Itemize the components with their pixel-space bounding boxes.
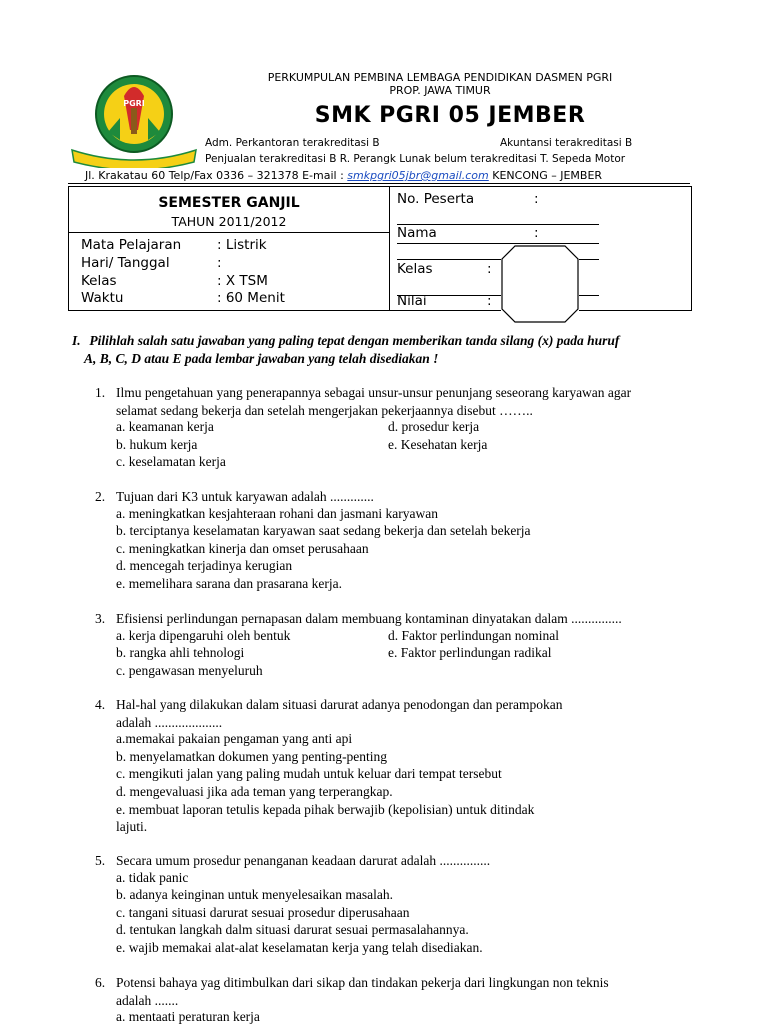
- answer-option: a. kerja dipengaruhi oleh bentuk: [116, 627, 291, 643]
- question-number: 5.: [95, 853, 106, 868]
- answer-option: d. prosedur kerja: [388, 419, 480, 435]
- field-value: :: [217, 255, 222, 271]
- class-colon: :: [487, 261, 492, 277]
- field-label: Waktu: [81, 290, 124, 306]
- question-number: 6.: [95, 975, 106, 990]
- email-link[interactable]: smkpgri05jbr@gmail.com: [347, 169, 489, 182]
- question-text: adalah ....................: [116, 714, 223, 730]
- answer-option: e. Faktor perlindungan radikal: [388, 645, 552, 661]
- answer-option: b. menyelamatkan dokumen yang penting-penting: [116, 748, 388, 764]
- accreditation-3: Penjualan terakreditasi B R. Perangk Lunak belum terakreditasi T. Sepeda Motor: [205, 153, 626, 165]
- answer-option: d. mencegah terjadinya kerugian: [116, 558, 293, 574]
- answer-option: d. Faktor perlindungan nominal: [388, 627, 559, 643]
- school-address: [85, 169, 602, 182]
- address-prefix: Jl. Krakatau 60 Telp/Fax 0336 – 321378 E-mail :: [85, 169, 348, 182]
- question-text: Efisiensi perlindungan pernapasan dalam membuang kontaminan dinyatakan dalam ...............: [116, 611, 622, 626]
- semester-year: TAHUN 2011/2012: [171, 214, 287, 229]
- answer-option: a. keamanan kerja: [116, 419, 214, 435]
- semester-title: SEMESTER GANJIL: [158, 195, 300, 211]
- answer-option: d. mengevaluasi jika ada teman yang terperangkap.: [116, 784, 393, 799]
- field-value: : X TSM: [217, 273, 268, 289]
- participant-number-colon: :: [534, 191, 539, 207]
- answer-option: e. Kesehatan kerja: [388, 436, 488, 452]
- participant-number-label: No. Peserta: [397, 191, 475, 207]
- school-logo: [68, 70, 200, 168]
- school-name: SMK PGRI 05 JEMBER: [314, 103, 586, 128]
- field-label: Mata Pelajaran: [81, 237, 182, 253]
- name-label: Nama: [397, 225, 437, 241]
- organization-name: PERKUMPULAN PEMBINA LEMBAGA PENDIDIKAN DASMEN PGRI: [267, 71, 613, 84]
- field-subject: [81, 237, 267, 253]
- field-value: : 60 Menit: [217, 290, 285, 306]
- score-label: Nilai: [397, 293, 427, 309]
- question-number: 3.: [95, 611, 106, 626]
- svg-text:PGRI: PGRI: [123, 99, 145, 108]
- question-number: 2.: [95, 489, 106, 504]
- question-number: 1.: [95, 385, 106, 400]
- field-time: [81, 290, 285, 306]
- field-label: Hari/ Tanggal: [81, 255, 170, 271]
- answer-option: c. tangani situasi darurat sesuai prosedur diperusahaan: [116, 904, 410, 920]
- field-date: [81, 255, 222, 271]
- field-label: Kelas: [81, 273, 117, 289]
- accreditation-2: Akuntansi terakreditasi B: [500, 137, 633, 149]
- score-box: [501, 245, 579, 323]
- name-colon: :: [534, 225, 539, 241]
- field-value: : Listrik: [217, 237, 267, 253]
- answer-option: a. meningkatkan kesjahteraan rohani dan jasmani karyawan: [116, 505, 438, 521]
- answer-option: b. rangka ahli tehnologi: [116, 645, 245, 661]
- question-text: Potensi bahaya yag ditimbulkan dari sikap dan tindakan pekerja dari lingkungan non teknis: [116, 975, 609, 990]
- instruction-line-1: Pilihlah salah satu jawaban yang paling tepat dengan memberikan tanda silang (x) pada huruf: [89, 333, 620, 348]
- box-divider-vertical: [389, 187, 390, 310]
- score-colon: :: [487, 293, 492, 309]
- class-label: Kelas: [397, 261, 433, 277]
- answer-option: c. meningkatkan kinerja dan omset perusahaan: [116, 540, 369, 556]
- header-divider: [68, 183, 690, 184]
- question-text: Ilmu pengetahuan yang penerapannya sebagai unsur-unsur penunjang seseorang karyawan agar: [116, 385, 632, 400]
- question-text: selamat sedang bekerja dan setelah mengerjakan pekerjaannya disebut ……..: [116, 402, 533, 418]
- answer-option: e. wajib memakai alat-alat keselamatan kerja yang telah disediakan.: [116, 940, 483, 955]
- province-name: PROP. JAWA TIMUR: [389, 84, 491, 97]
- answer-option: c. keselamatan kerja: [116, 454, 226, 470]
- answer-option: e. membuat laporan tetulis kepada pihak berwajib (kepolisian) untuk ditindak: [116, 801, 535, 817]
- answer-option: e. memelihara sarana dan prasarana kerja.: [116, 576, 342, 591]
- instruction-number: I.: [72, 333, 81, 348]
- answer-option: a. mentaati peraturan kerja: [116, 1009, 260, 1025]
- question-number: 4.: [95, 697, 106, 712]
- field-class: [81, 273, 268, 289]
- answer-option: b. hukum kerja: [116, 436, 198, 452]
- answer-option: lajuti.: [116, 819, 148, 835]
- question-text: adalah .......: [116, 992, 179, 1008]
- answer-option: a. tidak panic: [116, 869, 189, 885]
- question-text: Hal-hal yang dilakukan dalam situasi darurat adanya penodongan dan perampokan: [116, 697, 563, 712]
- question-text: Secara umum prosedur penanganan keadaan darurat adalah ...............: [116, 853, 491, 868]
- address-suffix: KENCONG – JEMBER: [488, 169, 603, 182]
- answer-option: a.memakai pakaian pengaman yang anti api: [116, 731, 353, 747]
- answer-option: b. terciptanya keselamatan karyawan saat sedang bekerja dan setelah bekerja: [116, 523, 531, 539]
- answer-option: c. pengawasan menyeluruh: [116, 662, 263, 678]
- box-divider-horizontal: [69, 232, 389, 233]
- answer-option: c. mengikuti jalan yang paling mudah untuk keluar dari tempat tersebut: [116, 766, 502, 782]
- exam-info-box: [68, 186, 692, 311]
- answer-option: d. tentukan langkah dalm situasi darurat sesuai permasalahannya.: [116, 922, 469, 938]
- question-text: Tujuan dari K3 untuk karyawan adalah .............: [116, 489, 374, 504]
- accreditation-1: Adm. Perkantoran terakreditasi B: [205, 137, 380, 149]
- name-line: [397, 243, 599, 244]
- answer-option: b. adanya keinginan untuk menyelesaikan masalah.: [116, 887, 394, 903]
- instruction: [72, 332, 712, 368]
- instruction-line-2: A, B, C, D atau E pada lembar jawaban yang telah disediakan !: [84, 351, 439, 366]
